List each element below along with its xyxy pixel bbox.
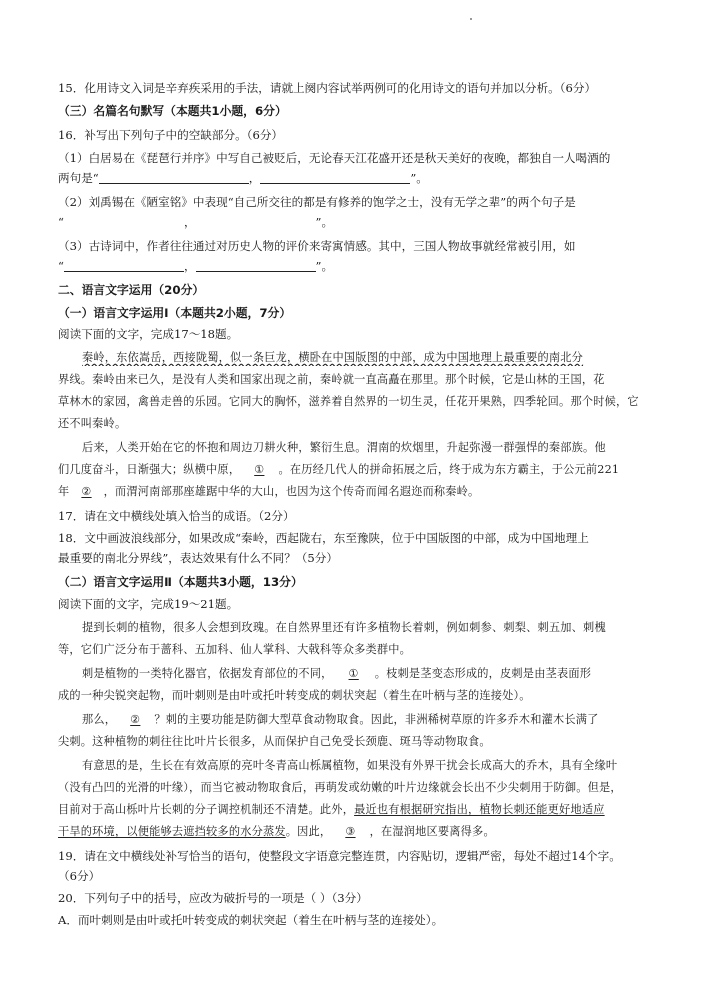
passage-6-line4 bbox=[58, 824, 658, 840]
quote-close: ”。 bbox=[315, 215, 334, 229]
text: 那么， bbox=[82, 713, 117, 726]
question-16-2-line2 bbox=[58, 214, 658, 230]
question-16-1-line2 bbox=[58, 170, 658, 186]
question-16-3-line1: （3）古诗词中，作者往往通过对历史人物的评价来寄寓情感。其中，三国人物故事就经常被引用，如 bbox=[58, 239, 576, 253]
question-18-line1: 18．文中画波浪线部分，如果改成“秦岭，西起陇右，东至豫陕，位于中国版图的中部，成为中国地理上 bbox=[58, 531, 589, 545]
passage-3-line1: 提到长刺的植物，很多人会想到玫瑰。在自然界里还有许多植物长着刺，例如刺参、刺梨、刺五加、刺槐 bbox=[82, 621, 606, 634]
question-17: 17．请在文中横线处填入恰当的成语。（2分） bbox=[58, 509, 295, 523]
answer-blank-3[interactable] bbox=[64, 259, 184, 272]
passage-6-line3 bbox=[58, 802, 658, 818]
reading-instruction-1: 阅读下面的文字，完成17～18题。 bbox=[58, 327, 239, 341]
text: 。因此， bbox=[285, 825, 332, 838]
answer-blank-2[interactable] bbox=[260, 171, 410, 184]
question-18-line2: 最重要的南北分界线”，表达效果有什么不同？（5分） bbox=[58, 551, 338, 565]
passage-4-line2: 成的一种尖锐突起物，而叶刺则是由叶或托叶转变成的刺状突起（着生在叶柄与茎的连接处）。 bbox=[58, 689, 531, 702]
text: 目前对于高山栎叶片长刺的分子调控机制还不清楚。此外， bbox=[58, 803, 355, 816]
passage-3-line2: 等，它们广泛分布于蔷科、五加科、仙人掌科、大戟科等众多类群中。 bbox=[58, 643, 412, 656]
passage-5-line1 bbox=[82, 712, 658, 728]
text: 。枝刺是茎变态形成的，皮刺是由茎表面形 bbox=[374, 667, 592, 680]
quote-open: “ bbox=[58, 215, 64, 229]
question-16: 16．补写出下列句子中的空缺部分。（6分） bbox=[58, 128, 284, 142]
quote-close: ”。 bbox=[315, 259, 334, 273]
reading-instruction-2: 阅读下面的文字，完成19～21题。 bbox=[58, 597, 239, 611]
quote-close: ”。 bbox=[410, 171, 428, 185]
question-20: 20．下列句子中的括号，应改为破折号的一项是（ ）（3分） bbox=[58, 891, 368, 905]
passage-1-line4: 还不叫秦岭。 bbox=[58, 417, 127, 430]
passage-2-line1: 后来，人类开始在它的怀抱和周边刀耕火种，繁衍生息。渭南的炊烟里，升起弥漫一群强悍的秦部族。他 bbox=[82, 441, 606, 454]
scan-speck bbox=[470, 18, 472, 20]
comma: ， bbox=[248, 171, 261, 185]
part-2-heading: 二、语言文字运用（20分） bbox=[58, 283, 205, 297]
quote-open: “ bbox=[58, 259, 64, 273]
blank-marker-3[interactable]: ① bbox=[348, 667, 359, 680]
passage-5-line2: 尖刺。这种植物的刺往往比叶片长很多，从而保护自己免受长颈鹿、斑马等动物取食。 bbox=[58, 735, 491, 748]
underlined-claim: 最近也有根据研究指出，植物长刺还能更好地适应 bbox=[354, 803, 605, 816]
question-16-3-line2 bbox=[58, 258, 658, 274]
blank-marker-2[interactable]: ② bbox=[81, 485, 92, 498]
subsection-1-heading: （一）语言文字运用Ⅰ（本题共2小题，7分） bbox=[58, 306, 292, 320]
text: 们几度奋斗，日渐强大；纵横中原， bbox=[58, 463, 241, 476]
blank-marker-5[interactable]: ③ bbox=[345, 825, 356, 838]
text: 年 bbox=[58, 485, 70, 498]
question-19-line1: 19．请在文中横线处补写恰当的语句，使整段文字语意完整连贯，内容贴切，逻辑严密，每处不超过14个字。 bbox=[58, 849, 621, 863]
blank-marker-4[interactable]: ② bbox=[130, 713, 141, 726]
passage-2-line2 bbox=[58, 462, 658, 478]
comma: ， bbox=[183, 215, 196, 229]
passage-2-line3 bbox=[58, 484, 658, 500]
subsection-2-heading: （二）语言文字运用Ⅱ（本题共3小题，13分） bbox=[58, 575, 303, 589]
passage-6-line1: 有意思的是，生长在有效高原的亮叶冬青高山栎属植物，如果没有外界干扰会长成高大的乔木，具有全缘叶 bbox=[82, 759, 618, 772]
question-15: 15．化用诗文入词是辛弃疾采用的手法，请就上阕内容试举两例可的化用诗文的语句并加以分析。（6分） bbox=[58, 81, 597, 95]
question-16-1-line1: （1）白居易在《琵琶行并序》中写自己被贬后，无论春天江花盛开还是秋天美好的夜晚，都独自一人喝酒的 bbox=[58, 151, 611, 165]
text: 刺是植物的一类特化器官，依据发育部位的不同， bbox=[82, 667, 333, 680]
passage-6-line2: （没有凸凹的光滑的叶缘），而当它被动物取食后，再萌发或幼嫩的叶片边缘就会长出不少尖刺用于防御。但是， bbox=[58, 781, 622, 794]
passage-4-line1 bbox=[82, 666, 658, 682]
text: ，而渭河南部那座雄踞中华的大山，也因为这个传奇而闻名遐迩而称秦岭。 bbox=[103, 485, 480, 498]
comma: ， bbox=[183, 259, 196, 273]
question-20-option-a[interactable]: A．而叶刺则是由叶或托叶转变成的刺状突起（着生在叶柄与茎的连接处）。 bbox=[58, 913, 444, 927]
answer-blank-1[interactable] bbox=[99, 171, 249, 184]
text: ？刺的主要功能是防御大型草食动物取食。因此，非洲稀树草原的许多乔木和灌木长满了 bbox=[154, 713, 599, 726]
question-16-2-line1: （2）刘禹锡在《陋室铭》中表现“自己所交往的都是有修养的饱学之士，没有无学之辈”的两个句子是 bbox=[58, 195, 576, 209]
passage-1-line1: 秦岭，东依嵩岳，西接陇蜀，似一条巨龙，横卧在中国版图的中部，成为中国地理上最重要的南北分 bbox=[82, 351, 584, 364]
section-3-heading: （三）名篇名句默写（本题共1小题，6分） bbox=[58, 104, 287, 118]
passage-1-line3: 草林木的家园，禽兽走兽的乐园。它同大的胸怀，滋养着自然界的一切生灵，任花开果熟，四季轮回。那个时候，它 bbox=[58, 395, 639, 408]
question-19-line2: （6分） bbox=[58, 869, 101, 883]
text: ，在湿润地区要离得多。 bbox=[369, 825, 495, 838]
passage-1-line2: 界线。秦岭由来已久，是没有人类和国家出现之前，秦岭就一直高矗在那里。那个时候，它是山林的王国，花 bbox=[58, 373, 605, 386]
quote-open: 两句是“ bbox=[58, 171, 99, 185]
answer-blank-4[interactable] bbox=[196, 259, 316, 272]
underlined-claim-cont: 干旱的环境，以便能够去遮挡较多的水分蒸发 bbox=[58, 825, 286, 838]
text: 。在历经几代人的拼命拓展之后，终于成为东方霸主，于公元前221 bbox=[278, 463, 620, 476]
blank-marker-1[interactable]: ① bbox=[254, 463, 265, 476]
